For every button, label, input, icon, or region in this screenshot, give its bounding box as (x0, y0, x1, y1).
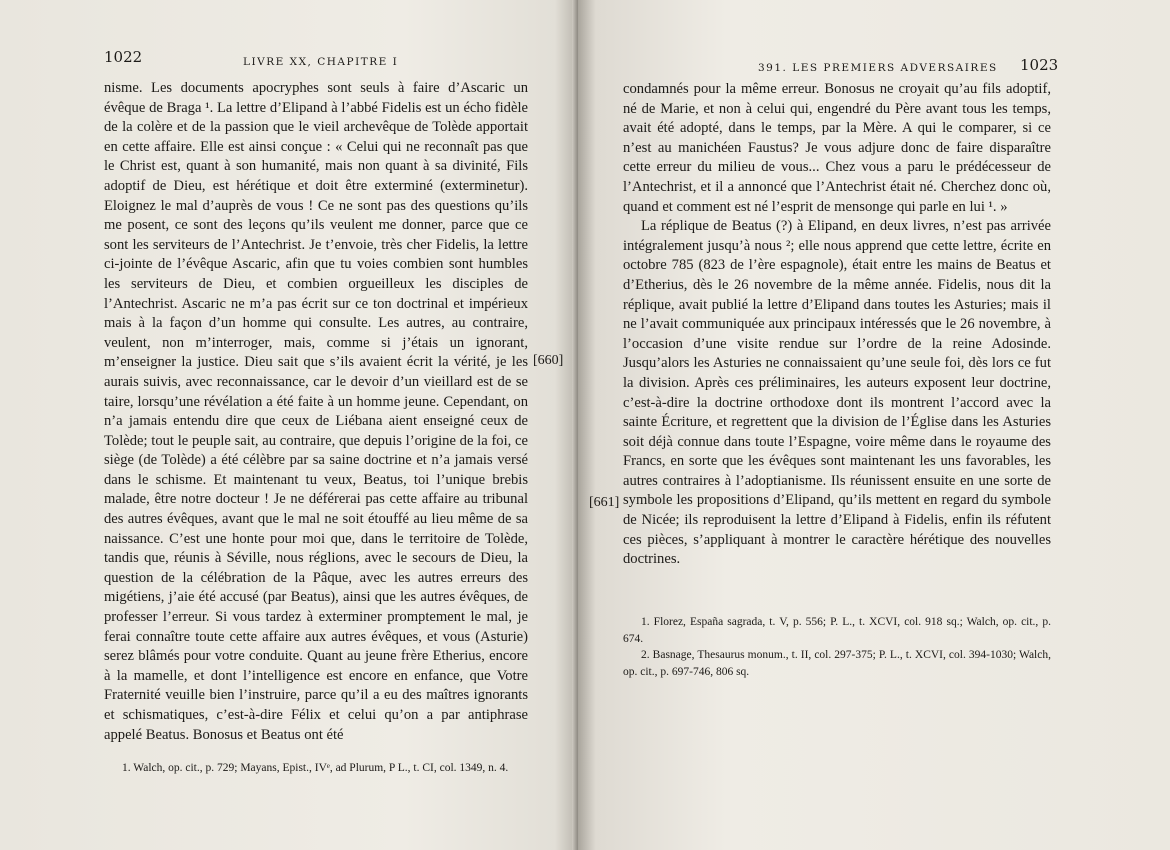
left-body-text (104, 79, 528, 745)
right-paragraph-1: condamnés pour la même erreur. Bonosus ne croyait qu’au fils adoptif, né de Marie, et non à celui qui, engendré du Père avant tous les temps, avait été adopté, dans le temps, par la Mère. A qui le comparer, si ce n’est au manichéen Faustus? Je vous adjure donc de faire disparaître cette erreur du milieu de vous... Chez vous a paru le prédécesseur de l’Antechrist, et il a annoncé que l’Antechrist était né. Cherchez donc où, quand et comment est né l’esprit de mensonge qui parle en lui ¹. » (623, 81, 1051, 215)
right-page-number: 1023 (1020, 56, 1059, 74)
right-paragraph-2: La réplique de Beatus (?) à Elipand, en deux livres, n’est pas arrivée intégralement jusqu’à nous ²; elle nous apprend que cette lettre, écrite en octobre 785 (823 de l’ère espagnole), était entre les mains de Beatus et d’Etherius, dès le 26 novembre de la même année. Fidelis, nous dit la réplique, avait publié la lettre d’Elipand dans toutes les Asturies; mais il ne l’avait communiquée aux principaux intéressés que le 26 novembre, à l’occasion d’une visite rendue sur l’ordre de la reine Adosinde. Jusqu’alors les Asturies ne connaissaient qu’une seule foi, dès lors ce fut la division. Après ces préliminaires, les auteurs exposent leur doctrine, c’est-à-dire la doctrine orthodoxe dont ils montrent l’accord avec la sainte Écriture, et regrettent que la division de l’Église dans les Asturies soit déjà connue dans toute l’Espagne, voire même dans le royaume des Francs, en sorte que les évêques sont maintenant les uns favorables, les autres contraires à l’adoptianisme. Ils réunissent ensuite en une sorte de symbole les propositions d’Elipand, qu’ils mettent en regard du symbole de Nicée; ils reproduisent la lettre d’Elipand à Fidelis, enfin ils réfutent ces pièces, s’appliquant à montrer le caractère hérétique des nouvelles doctrines. (623, 218, 1051, 568)
right-body-text (623, 80, 1051, 570)
right-page (578, 0, 1170, 850)
left-page-number: 1022 (104, 48, 143, 66)
right-footnote-2: 2. Basnage, Thesaurus monum., t. II, col. 297-375; P. L., t. XCVI, col. 394-1030; Walch, op. cit., p. 697-746, 806 sq. (623, 649, 1051, 678)
left-page (0, 0, 578, 850)
left-footnote-1: 1. Walch, op. cit., p. 729; Mayans, Epist., IVᵉ, ad Plurum, P L., t. CI, col. 1349, n. 4. (122, 762, 509, 774)
right-footnote-1: 1. Florez, España sagrada, t. V, p. 556; P. L., t. XCVI, col. 918 sq.; Walch, op. cit., p. 674. (623, 616, 1051, 645)
left-running-head: LIVRE XX, CHAPITRE I (243, 56, 399, 68)
margin-mark-661: [661] (589, 495, 620, 510)
right-footnotes (623, 614, 1051, 680)
left-footnote (104, 760, 528, 777)
right-running-head: 391. LES PREMIERS ADVERSAIRES (758, 62, 998, 74)
margin-mark-660: [660] (533, 353, 564, 368)
left-body-paragraph: nisme. Les documents apocryphes sont seuls à faire d’Ascaric un évêque de Braga ¹. La lettre d’Elipand à l’abbé Fidelis est un écho fidèle de la colère et de la passion que le vieil archevêque de Tolède apportait en cette affaire. Elle est ainsi conçue : « Celui qui ne reconnaît pas que le Christ est, quant à son humanité, mais non quant à sa divinité, Fils adoptif de Dieu, est hérétique et doit être exterminé (exterminetur). Eloignez le mal d’auprès de vous ! Ce ne sont pas des questions qu’ils me posent, ce sont des leçons qu’ils veulent me donner, parce que ce sont les serviteurs de l’Antechrist. Je t’envoie, très cher Fidelis, la lettre ci-jointe de l’évêque Ascaric, afin que tu voies combien sont humbles les serviteurs de Dieu, et combien orgueilleux les disciples de l’Antechrist. Ascaric ne m’a pas écrit sur ce ton doctrinal et impérieux mais à la façon d’un homme qui consulte. Les autres, au contraire, veulent, non m’interroger, mais, comme si j’étais un ignorant, m’enseigner la justice. Dieu sait que s’ils avaient écrit la vérité, je les aurais suivis, avec reconnaissance, car le devoir d’un vieillard est de se taire, lorsqu’une révélation a été faite à un homme jeune. Cependant, on n’a jamais entendu dire que ceux de Liébana aient enseigné ceux de Tolède; tout le peuple sait, au contraire, que depuis l’origine de la foi, ce siège (de Tolède) a été célèbre par sa saine doctrine et n’a jamais versé dans le schisme. Et maintenant tu veux, Beatus, toi l’unique brebis malade, être notre docteur ! Je ne déférerai pas cette affaire au tribunal des autres évêques, avant que le mal ne soit étouffé au lieu même de sa naissance. C’est une honte pour moi que, dans le territoire de Tolède, tandis que, réunis à Séville, nous réglions, avec le secours de Dieu, la question de la célébration de la Pâque, avec les autres erreurs des migétiens, j’aie été accusé (par Beatus), ainsi que les autres évêques, de professer l’erreur. Si vous tardez à exterminer promptement le mal, je ferai connaître toute cette affaire aux autres évêques, et vous (Asturie) serez blâmés pour votre conduite. Quant au jeune frère Etherius, encore à la mamelle, et dont l’intelligence est encore en enfance, que Votre Fraternité veuille bien l’instruire, parce qu’il a eu des maîtres ignorants et schismatiques, c’est-à-dire Félix et celui qu’on a par antiphrase appelé Beatus. Bonosus et Beatus ont été (104, 80, 528, 743)
